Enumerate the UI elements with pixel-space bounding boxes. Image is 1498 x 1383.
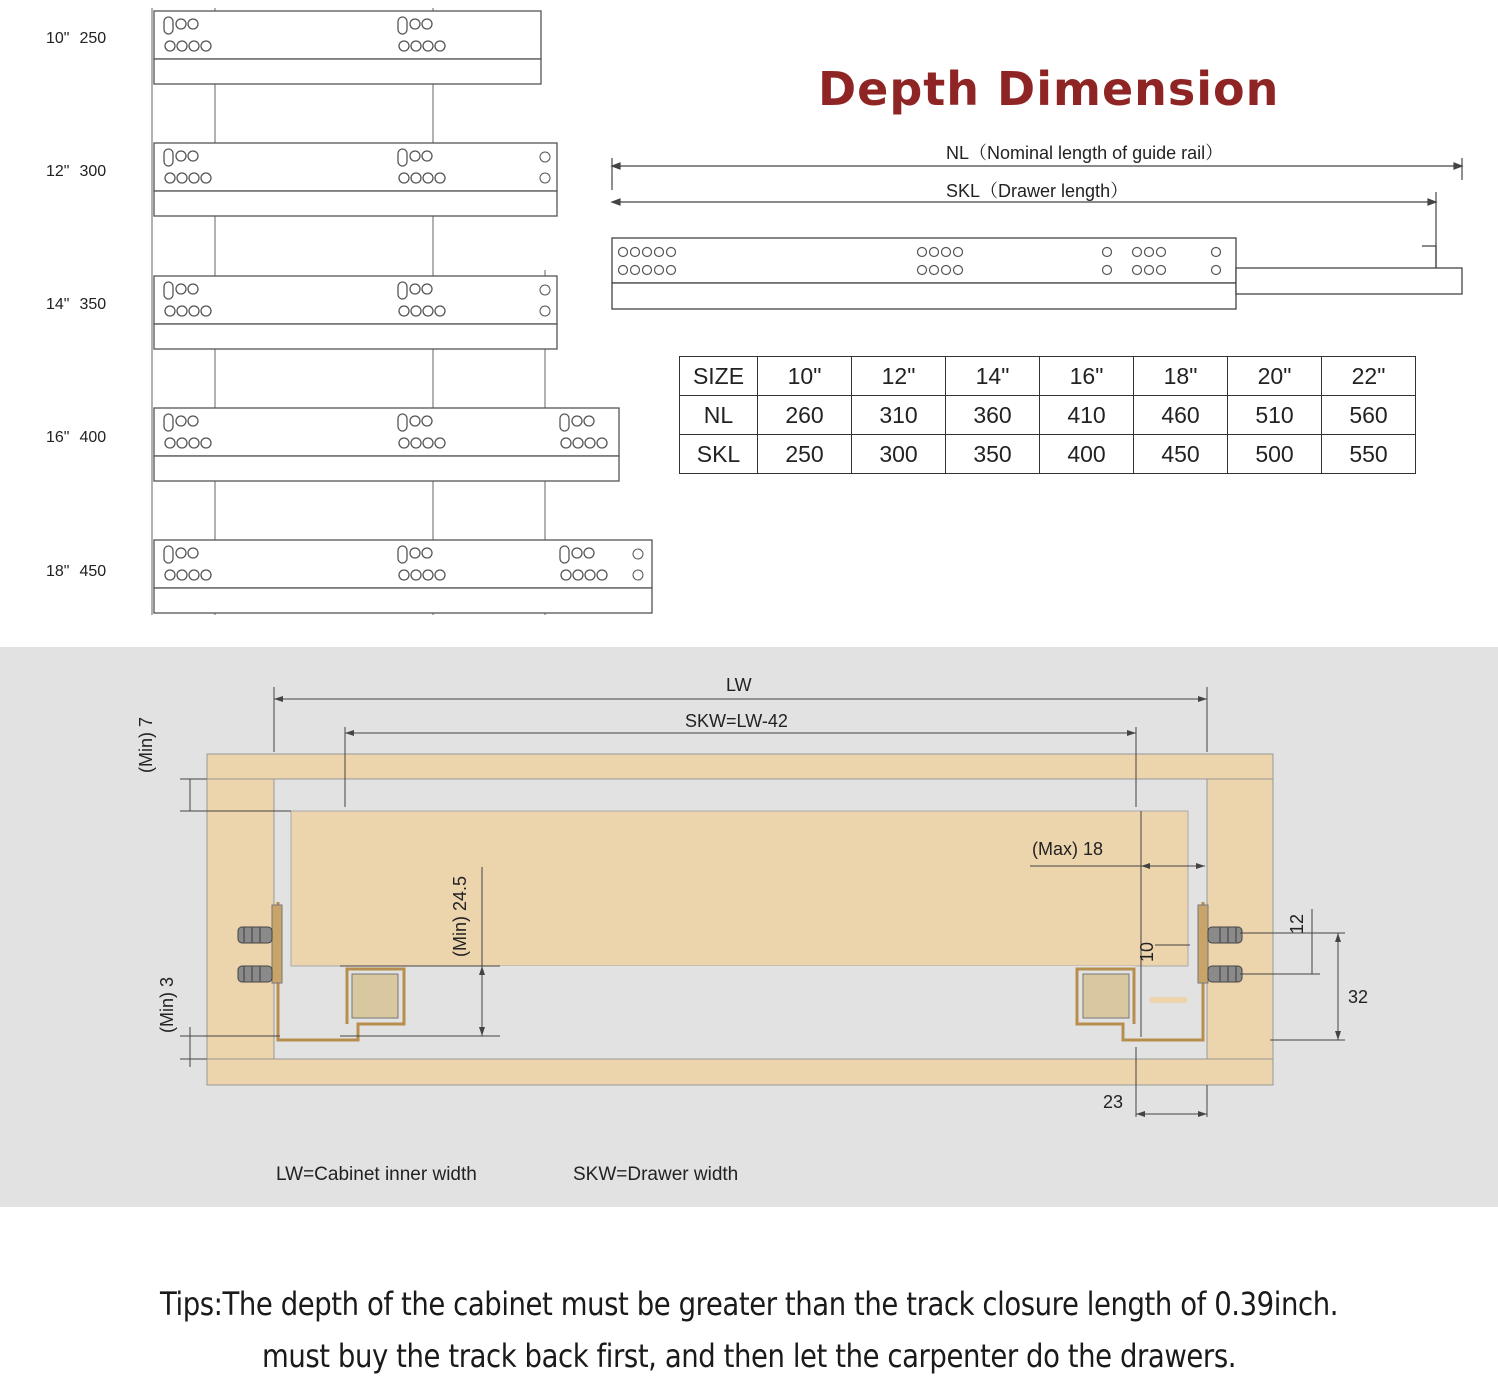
rail-label-16: 16" 400 bbox=[46, 429, 107, 446]
rail-14 bbox=[154, 276, 557, 349]
table-cell: 10" bbox=[758, 357, 852, 396]
table-cell: 510 bbox=[1228, 396, 1322, 435]
table-cell: 16" bbox=[1040, 357, 1134, 396]
size-table bbox=[679, 356, 1416, 474]
rail-16 bbox=[154, 408, 619, 481]
table-cell: 260 bbox=[758, 396, 852, 435]
table-row bbox=[680, 357, 1416, 396]
table-cell: SIZE bbox=[680, 357, 758, 396]
rail-label-10: 10" 250 bbox=[46, 30, 107, 47]
legend-lw: LW=Cabinet inner width bbox=[276, 1164, 477, 1185]
table-cell: 460 bbox=[1134, 396, 1228, 435]
table-cell: 560 bbox=[1322, 396, 1416, 435]
rail-variants-drawing bbox=[140, 0, 670, 625]
table-cell: SKL bbox=[680, 435, 758, 474]
table-cell: 400 bbox=[1040, 435, 1134, 474]
dim12-label: 12 bbox=[1287, 913, 1307, 934]
legend-skw: SKW=Drawer width bbox=[573, 1164, 739, 1185]
tips-line-2: must buy the track back first, and then let the carpenter do the drawers. bbox=[261, 1337, 1237, 1375]
min3-label: (Min) 3 bbox=[157, 976, 177, 1033]
min24-label: (Min) 24.5 bbox=[450, 875, 470, 957]
dim23-label: 23 bbox=[1103, 1092, 1124, 1112]
table-cell: 550 bbox=[1322, 435, 1416, 474]
table-cell: 12" bbox=[852, 357, 946, 396]
table-cell: 250 bbox=[758, 435, 852, 474]
rail-label-12: 12" 300 bbox=[46, 163, 107, 180]
depth-title: Depth Dimension bbox=[818, 62, 1280, 116]
table-cell: 450 bbox=[1134, 435, 1228, 474]
tips-line-1: Tips:The depth of the cabinet must be greater than the track closure length of 0.39inch. bbox=[159, 1285, 1339, 1323]
table-row bbox=[680, 435, 1416, 474]
rail-18 bbox=[154, 540, 652, 613]
table-cell: 350 bbox=[946, 435, 1040, 474]
rail-label-14: 14" 350 bbox=[46, 296, 107, 313]
rail-12 bbox=[154, 143, 557, 216]
dim32-label: 32 bbox=[1348, 987, 1369, 1007]
lw-label: LW bbox=[726, 675, 752, 695]
table-cell: 14" bbox=[946, 357, 1040, 396]
table-cell: 360 bbox=[946, 396, 1040, 435]
table-cell: 20" bbox=[1228, 357, 1322, 396]
table-row bbox=[680, 396, 1416, 435]
skl-label: SKL（Drawer length） bbox=[946, 181, 1129, 201]
table-cell: 410 bbox=[1040, 396, 1134, 435]
table-cell: 22" bbox=[1322, 357, 1416, 396]
max18-label: (Max) 18 bbox=[1032, 839, 1104, 859]
depth-rail-drawing bbox=[600, 150, 1480, 320]
skw-label: SKW=LW-42 bbox=[685, 711, 788, 731]
table-cell: 18" bbox=[1134, 357, 1228, 396]
table-cell: 310 bbox=[852, 396, 946, 435]
rail-label-18: 18" 450 bbox=[46, 563, 107, 580]
nl-label: NL（Nominal length of guide rail） bbox=[946, 143, 1224, 163]
table-cell: NL bbox=[680, 396, 758, 435]
dim10-label: 10 bbox=[1137, 941, 1157, 962]
table-cell: 500 bbox=[1228, 435, 1322, 474]
cross-section-panel bbox=[0, 647, 1498, 1207]
rail-10 bbox=[154, 11, 541, 84]
min7-label: (Min) 7 bbox=[136, 716, 156, 773]
table-cell: 300 bbox=[852, 435, 946, 474]
